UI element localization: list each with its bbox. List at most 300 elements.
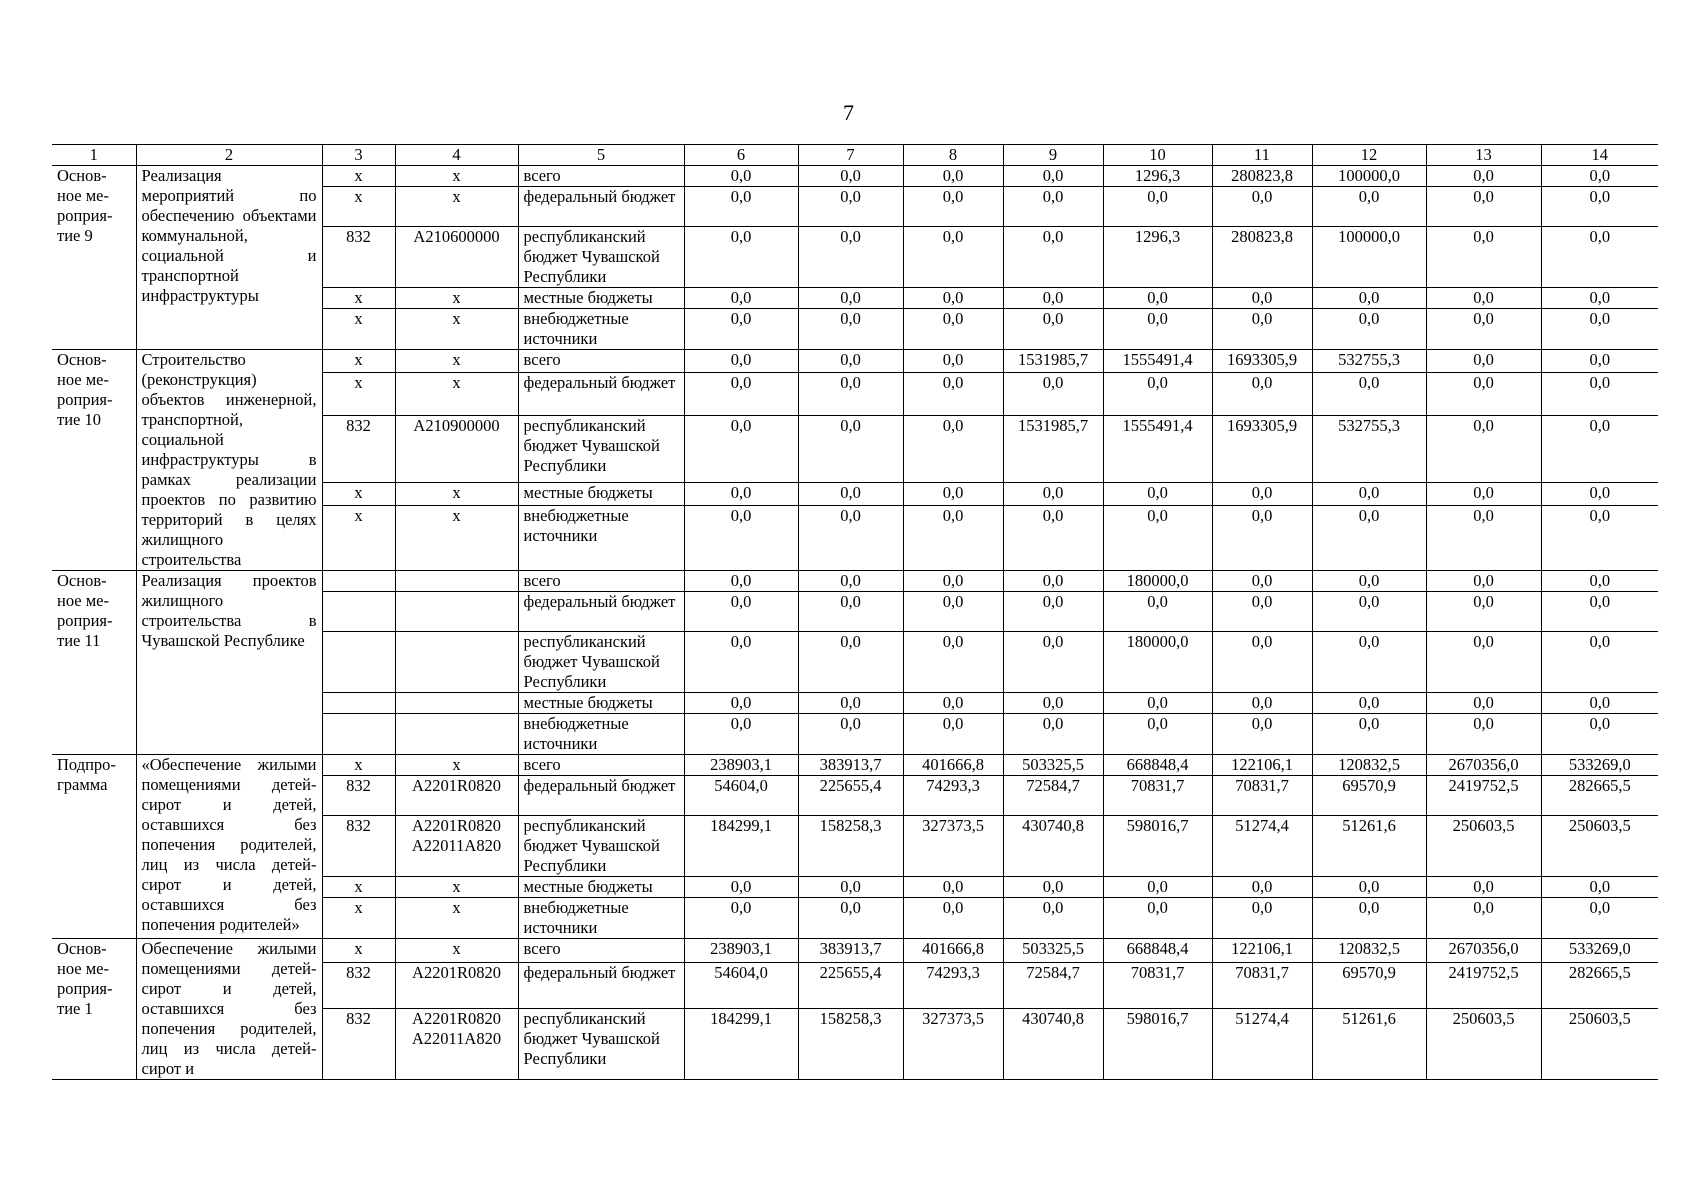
funding-source: федеральный бюджет xyxy=(518,776,684,816)
amount-cell: 0,0 xyxy=(798,693,903,714)
amount-cell: 0,0 xyxy=(1426,350,1541,373)
amount-cell: 72584,7 xyxy=(1003,776,1103,816)
budget-classification-code: А2201R0820 А22011А820 xyxy=(395,816,518,877)
amount-cell: 0,0 xyxy=(1212,372,1312,416)
amount-cell: 0,0 xyxy=(1426,571,1541,592)
budget-classification-code: x xyxy=(395,877,518,898)
amount-cell: 0,0 xyxy=(684,288,798,309)
amount-cell: 0,0 xyxy=(1212,693,1312,714)
budget-classification-code xyxy=(395,693,518,714)
amount-cell: 0,0 xyxy=(903,714,1003,755)
administrator-code: x xyxy=(322,187,395,227)
funding-source: республиканский бюджет Чувашской Республики xyxy=(518,632,684,693)
amount-cell: 0,0 xyxy=(1426,372,1541,416)
amount-cell: 1531985,7 xyxy=(1003,350,1103,373)
funding-source: федеральный бюджет xyxy=(518,187,684,227)
amount-cell: 51274,4 xyxy=(1212,1009,1312,1080)
amount-cell: 532755,3 xyxy=(1312,416,1426,482)
measure-label: Основ-ное ме-роприя-тие 9 xyxy=(52,166,136,350)
amount-cell: 0,0 xyxy=(684,505,798,570)
amount-cell: 0,0 xyxy=(1103,288,1212,309)
amount-cell: 0,0 xyxy=(798,166,903,187)
amount-cell: 0,0 xyxy=(903,372,1003,416)
amount-cell: 0,0 xyxy=(903,877,1003,898)
amount-cell: 225655,4 xyxy=(798,963,903,1009)
amount-cell: 0,0 xyxy=(1541,372,1658,416)
amount-cell: 120832,5 xyxy=(1312,939,1426,963)
funding-source: внебюджетные источники xyxy=(518,505,684,570)
amount-cell: 0,0 xyxy=(798,372,903,416)
administrator-code xyxy=(322,632,395,693)
amount-cell: 0,0 xyxy=(798,632,903,693)
administrator-code: x xyxy=(322,898,395,939)
amount-cell: 2419752,5 xyxy=(1426,776,1541,816)
amount-cell: 0,0 xyxy=(903,482,1003,505)
amount-cell: 0,0 xyxy=(684,227,798,288)
amount-cell: 54604,0 xyxy=(684,963,798,1009)
measure-description: Строительство (реконструкция) объектов инженерной, транспортной, социальной инфраструктуры в рамках реализации проектов по развитию территорий в целях жилищного строительства xyxy=(136,350,322,571)
amount-cell: 0,0 xyxy=(1212,592,1312,632)
administrator-code: x xyxy=(322,505,395,570)
amount-cell: 0,0 xyxy=(798,187,903,227)
amount-cell: 0,0 xyxy=(1003,693,1103,714)
amount-cell: 0,0 xyxy=(1426,309,1541,350)
funding-source: внебюджетные источники xyxy=(518,714,684,755)
amount-cell: 180000,0 xyxy=(1103,632,1212,693)
amount-cell: 0,0 xyxy=(1426,592,1541,632)
amount-cell: 0,0 xyxy=(1312,187,1426,227)
measure-label: Подпро-грамма xyxy=(52,755,136,939)
amount-cell: 0,0 xyxy=(903,592,1003,632)
table-body xyxy=(52,145,1658,1080)
amount-cell: 51261,6 xyxy=(1312,1009,1426,1080)
measure-description: Реализация мероприятий по обеспечению объектами коммунальной, социальной и транспортной инфраструктуры xyxy=(136,166,322,350)
budget-classification-code xyxy=(395,714,518,755)
amount-cell: 158258,3 xyxy=(798,816,903,877)
amount-cell: 0,0 xyxy=(1312,632,1426,693)
table-row xyxy=(52,755,1658,776)
funding-source: внебюджетные источники xyxy=(518,309,684,350)
amount-cell: 0,0 xyxy=(1212,505,1312,570)
administrator-code: 832 xyxy=(322,963,395,1009)
amount-cell: 120832,5 xyxy=(1312,755,1426,776)
amount-cell: 0,0 xyxy=(1312,592,1426,632)
amount-cell: 0,0 xyxy=(1312,571,1426,592)
amount-cell: 0,0 xyxy=(1103,877,1212,898)
amount-cell: 0,0 xyxy=(1312,877,1426,898)
amount-cell: 0,0 xyxy=(1312,693,1426,714)
administrator-code: 832 xyxy=(322,1009,395,1080)
administrator-code xyxy=(322,571,395,592)
budget-classification-code: x xyxy=(395,166,518,187)
amount-cell: 1555491,4 xyxy=(1103,350,1212,373)
budget-classification-code: x xyxy=(395,187,518,227)
amount-cell: 401666,8 xyxy=(903,939,1003,963)
amount-cell: 0,0 xyxy=(903,227,1003,288)
funding-source: федеральный бюджет xyxy=(518,963,684,1009)
amount-cell: 51261,6 xyxy=(1312,816,1426,877)
amount-cell: 74293,3 xyxy=(903,963,1003,1009)
amount-cell: 0,0 xyxy=(798,505,903,570)
amount-cell: 0,0 xyxy=(1426,877,1541,898)
administrator-code: x xyxy=(322,350,395,373)
amount-cell: 0,0 xyxy=(798,571,903,592)
amount-cell: 0,0 xyxy=(684,309,798,350)
amount-cell: 180000,0 xyxy=(1103,571,1212,592)
funding-source: федеральный бюджет xyxy=(518,592,684,632)
amount-cell: 0,0 xyxy=(1003,482,1103,505)
amount-cell: 0,0 xyxy=(903,350,1003,373)
amount-cell: 0,0 xyxy=(1212,898,1312,939)
budget-classification-code: А210900000 xyxy=(395,416,518,482)
amount-cell: 70831,7 xyxy=(1103,776,1212,816)
amount-cell: 1693305,9 xyxy=(1212,350,1312,373)
amount-cell: 1296,3 xyxy=(1103,227,1212,288)
table-row xyxy=(52,939,1658,963)
amount-cell: 54604,0 xyxy=(684,776,798,816)
amount-cell: 0,0 xyxy=(684,350,798,373)
amount-cell: 280823,8 xyxy=(1212,166,1312,187)
funding-source: местные бюджеты xyxy=(518,482,684,505)
table-row xyxy=(52,571,1658,592)
amount-cell: 250603,5 xyxy=(1426,1009,1541,1080)
amount-cell: 238903,1 xyxy=(684,755,798,776)
amount-cell: 0,0 xyxy=(798,288,903,309)
funding-source: республиканский бюджет Чувашской Республики xyxy=(518,227,684,288)
amount-cell: 72584,7 xyxy=(1003,963,1103,1009)
header-cell: 9 xyxy=(1003,145,1103,166)
amount-cell: 0,0 xyxy=(1103,714,1212,755)
amount-cell: 0,0 xyxy=(798,714,903,755)
amount-cell: 250603,5 xyxy=(1426,816,1541,877)
amount-cell: 0,0 xyxy=(1426,288,1541,309)
amount-cell: 122106,1 xyxy=(1212,939,1312,963)
amount-cell: 51274,4 xyxy=(1212,816,1312,877)
amount-cell: 668848,4 xyxy=(1103,755,1212,776)
administrator-code: x xyxy=(322,166,395,187)
table-row xyxy=(52,350,1658,373)
amount-cell: 0,0 xyxy=(1003,632,1103,693)
amount-cell: 122106,1 xyxy=(1212,755,1312,776)
amount-cell: 0,0 xyxy=(1541,632,1658,693)
amount-cell: 0,0 xyxy=(1003,505,1103,570)
amount-cell: 0,0 xyxy=(1312,372,1426,416)
amount-cell: 0,0 xyxy=(1312,714,1426,755)
amount-cell: 70831,7 xyxy=(1212,963,1312,1009)
amount-cell: 100000,0 xyxy=(1312,227,1426,288)
amount-cell: 0,0 xyxy=(1426,166,1541,187)
amount-cell: 1296,3 xyxy=(1103,166,1212,187)
amount-cell: 0,0 xyxy=(1212,877,1312,898)
amount-cell: 0,0 xyxy=(1312,309,1426,350)
funding-source: местные бюджеты xyxy=(518,693,684,714)
funding-source: местные бюджеты xyxy=(518,877,684,898)
amount-cell: 0,0 xyxy=(1312,482,1426,505)
amount-cell: 0,0 xyxy=(1103,187,1212,227)
amount-cell: 533269,0 xyxy=(1541,939,1658,963)
amount-cell: 0,0 xyxy=(903,416,1003,482)
header-cell: 10 xyxy=(1103,145,1212,166)
amount-cell: 0,0 xyxy=(1426,227,1541,288)
amount-cell: 0,0 xyxy=(684,166,798,187)
amount-cell: 0,0 xyxy=(1212,288,1312,309)
funding-source: всего xyxy=(518,350,684,373)
budget-classification-code: x xyxy=(395,898,518,939)
budget-classification-code: А2201R0820 xyxy=(395,963,518,1009)
header-cell: 13 xyxy=(1426,145,1541,166)
amount-cell: 0,0 xyxy=(798,877,903,898)
amount-cell: 533269,0 xyxy=(1541,755,1658,776)
funding-source: республиканский бюджет Чувашской Республики xyxy=(518,1009,684,1080)
amount-cell: 668848,4 xyxy=(1103,939,1212,963)
amount-cell: 238903,1 xyxy=(684,939,798,963)
amount-cell: 2670356,0 xyxy=(1426,939,1541,963)
amount-cell: 0,0 xyxy=(1541,877,1658,898)
amount-cell: 0,0 xyxy=(1103,693,1212,714)
amount-cell: 0,0 xyxy=(1541,309,1658,350)
amount-cell: 0,0 xyxy=(798,227,903,288)
amount-cell: 0,0 xyxy=(1003,571,1103,592)
amount-cell: 0,0 xyxy=(1003,592,1103,632)
amount-cell: 0,0 xyxy=(1003,877,1103,898)
budget-classification-code xyxy=(395,592,518,632)
budget-classification-code: x xyxy=(395,372,518,416)
amount-cell: 0,0 xyxy=(1103,309,1212,350)
amount-cell: 327373,5 xyxy=(903,1009,1003,1080)
amount-cell: 503325,5 xyxy=(1003,939,1103,963)
administrator-code: x xyxy=(322,309,395,350)
funding-source: всего xyxy=(518,166,684,187)
amount-cell: 0,0 xyxy=(903,898,1003,939)
amount-cell: 2419752,5 xyxy=(1426,963,1541,1009)
amount-cell: 0,0 xyxy=(1003,227,1103,288)
administrator-code: x xyxy=(322,939,395,963)
amount-cell: 401666,8 xyxy=(903,755,1003,776)
header-cell: 11 xyxy=(1212,145,1312,166)
measure-label: Основ-ное ме-роприя-тие 1 xyxy=(52,939,136,1080)
amount-cell: 0,0 xyxy=(1212,482,1312,505)
amount-cell: 70831,7 xyxy=(1103,963,1212,1009)
amount-cell: 532755,3 xyxy=(1312,350,1426,373)
amount-cell: 0,0 xyxy=(1426,898,1541,939)
amount-cell: 0,0 xyxy=(1541,166,1658,187)
amount-cell: 0,0 xyxy=(1426,482,1541,505)
amount-cell: 184299,1 xyxy=(684,816,798,877)
header-cell: 4 xyxy=(395,145,518,166)
amount-cell: 0,0 xyxy=(903,571,1003,592)
amount-cell: 0,0 xyxy=(1103,898,1212,939)
funding-source: всего xyxy=(518,755,684,776)
administrator-code xyxy=(322,714,395,755)
amount-cell: 69570,9 xyxy=(1312,963,1426,1009)
administrator-code: x xyxy=(322,372,395,416)
amount-cell: 0,0 xyxy=(1003,372,1103,416)
amount-cell: 282665,5 xyxy=(1541,963,1658,1009)
amount-cell: 0,0 xyxy=(1541,187,1658,227)
header-cell: 12 xyxy=(1312,145,1426,166)
amount-cell: 0,0 xyxy=(684,187,798,227)
amount-cell: 250603,5 xyxy=(1541,1009,1658,1080)
amount-cell: 0,0 xyxy=(1541,898,1658,939)
amount-cell: 1531985,7 xyxy=(1003,416,1103,482)
amount-cell: 430740,8 xyxy=(1003,1009,1103,1080)
amount-cell: 0,0 xyxy=(1541,350,1658,373)
amount-cell: 0,0 xyxy=(903,166,1003,187)
amount-cell: 430740,8 xyxy=(1003,816,1103,877)
amount-cell: 0,0 xyxy=(1541,592,1658,632)
funding-source: внебюджетные источники xyxy=(518,898,684,939)
administrator-code: 832 xyxy=(322,816,395,877)
amount-cell: 0,0 xyxy=(903,693,1003,714)
table-row xyxy=(52,166,1658,187)
budget-classification-code: x xyxy=(395,505,518,570)
amount-cell: 0,0 xyxy=(1212,187,1312,227)
measure-description: Реализация проектов жилищного строительства в Чувашской Республике xyxy=(136,571,322,755)
amount-cell: 184299,1 xyxy=(684,1009,798,1080)
budget-classification-code xyxy=(395,632,518,693)
amount-cell: 0,0 xyxy=(1003,898,1103,939)
funding-source: местные бюджеты xyxy=(518,288,684,309)
amount-cell: 0,0 xyxy=(1426,505,1541,570)
funding-source: федеральный бюджет xyxy=(518,372,684,416)
header-cell: 1 xyxy=(52,145,136,166)
amount-cell: 0,0 xyxy=(684,416,798,482)
header-cell: 14 xyxy=(1541,145,1658,166)
budget-classification-code: x xyxy=(395,350,518,373)
funding-source: всего xyxy=(518,939,684,963)
amount-cell: 0,0 xyxy=(1003,166,1103,187)
amount-cell: 0,0 xyxy=(684,482,798,505)
administrator-code: x xyxy=(322,288,395,309)
amount-cell: 0,0 xyxy=(1212,714,1312,755)
amount-cell: 0,0 xyxy=(1312,505,1426,570)
amount-cell: 0,0 xyxy=(1003,309,1103,350)
amount-cell: 0,0 xyxy=(1103,592,1212,632)
amount-cell: 225655,4 xyxy=(798,776,903,816)
amount-cell: 0,0 xyxy=(1541,505,1658,570)
amount-cell: 0,0 xyxy=(1541,227,1658,288)
amount-cell: 69570,9 xyxy=(1312,776,1426,816)
amount-cell: 0,0 xyxy=(903,288,1003,309)
amount-cell: 250603,5 xyxy=(1541,816,1658,877)
amount-cell: 0,0 xyxy=(1426,632,1541,693)
administrator-code: 832 xyxy=(322,416,395,482)
administrator-code: x xyxy=(322,755,395,776)
amount-cell: 0,0 xyxy=(1212,632,1312,693)
amount-cell: 0,0 xyxy=(684,372,798,416)
amount-cell: 0,0 xyxy=(1426,693,1541,714)
amount-cell: 0,0 xyxy=(903,187,1003,227)
amount-cell: 100000,0 xyxy=(1312,166,1426,187)
amount-cell: 383913,7 xyxy=(798,755,903,776)
amount-cell: 0,0 xyxy=(798,592,903,632)
amount-cell: 158258,3 xyxy=(798,1009,903,1080)
header-cell: 8 xyxy=(903,145,1003,166)
budget-classification-code: А2201R0820 А22011А820 xyxy=(395,1009,518,1080)
administrator-code xyxy=(322,592,395,632)
header-cell: 3 xyxy=(322,145,395,166)
administrator-code: x xyxy=(322,482,395,505)
header-cell: 5 xyxy=(518,145,684,166)
amount-cell: 0,0 xyxy=(1003,187,1103,227)
amount-cell: 0,0 xyxy=(903,632,1003,693)
measure-label: Основ-ное ме-роприя-тие 10 xyxy=(52,350,136,571)
budget-classification-code: x xyxy=(395,939,518,963)
amount-cell: 0,0 xyxy=(1541,571,1658,592)
amount-cell: 0,0 xyxy=(798,416,903,482)
amount-cell: 0,0 xyxy=(798,482,903,505)
amount-cell: 0,0 xyxy=(1103,505,1212,570)
administrator-code xyxy=(322,693,395,714)
amount-cell: 0,0 xyxy=(1426,187,1541,227)
amount-cell: 0,0 xyxy=(684,571,798,592)
amount-cell: 598016,7 xyxy=(1103,816,1212,877)
amount-cell: 0,0 xyxy=(1103,372,1212,416)
budget-classification-code: А2201R0820 xyxy=(395,776,518,816)
amount-cell: 0,0 xyxy=(798,898,903,939)
budget-classification-code: x xyxy=(395,482,518,505)
amount-cell: 0,0 xyxy=(1541,714,1658,755)
header-row xyxy=(52,145,1658,166)
measure-description: «Обеспечение жилыми помещениями детей-сирот и детей, оставшихся без попечения родителей, лиц из числа детей-сирот и детей, оставшихся без попечения родителей» xyxy=(136,755,322,939)
amount-cell: 0,0 xyxy=(684,632,798,693)
amount-cell: 0,0 xyxy=(1003,714,1103,755)
amount-cell: 327373,5 xyxy=(903,816,1003,877)
amount-cell: 0,0 xyxy=(684,693,798,714)
amount-cell: 598016,7 xyxy=(1103,1009,1212,1080)
administrator-code: 832 xyxy=(322,776,395,816)
amount-cell: 0,0 xyxy=(903,505,1003,570)
budget-classification-code: А210600000 xyxy=(395,227,518,288)
budget-classification-code xyxy=(395,571,518,592)
funding-source: республиканский бюджет Чувашской Республики xyxy=(518,816,684,877)
amount-cell: 0,0 xyxy=(1426,416,1541,482)
amount-cell: 74293,3 xyxy=(903,776,1003,816)
amount-cell: 0,0 xyxy=(1003,288,1103,309)
budget-table xyxy=(52,144,1658,1080)
amount-cell: 0,0 xyxy=(903,309,1003,350)
administrator-code: x xyxy=(322,877,395,898)
funding-source: республиканский бюджет Чувашской Республики xyxy=(518,416,684,482)
amount-cell: 0,0 xyxy=(1212,309,1312,350)
amount-cell: 503325,5 xyxy=(1003,755,1103,776)
funding-source: всего xyxy=(518,571,684,592)
budget-classification-code: x xyxy=(395,288,518,309)
amount-cell: 0,0 xyxy=(684,877,798,898)
amount-cell: 282665,5 xyxy=(1541,776,1658,816)
measure-description: Обеспечение жилыми помещениями детей-сирот и детей, оставшихся без попечения родителей, лиц из числа детей-сирот и xyxy=(136,939,322,1080)
amount-cell: 0,0 xyxy=(1541,693,1658,714)
amount-cell: 0,0 xyxy=(1312,898,1426,939)
amount-cell: 0,0 xyxy=(684,714,798,755)
amount-cell: 0,0 xyxy=(1312,288,1426,309)
amount-cell: 0,0 xyxy=(798,350,903,373)
page-number: 7 xyxy=(843,100,854,125)
amount-cell: 0,0 xyxy=(1541,288,1658,309)
amount-cell: 0,0 xyxy=(684,898,798,939)
amount-cell: 0,0 xyxy=(1103,482,1212,505)
amount-cell: 0,0 xyxy=(1541,482,1658,505)
amount-cell: 0,0 xyxy=(1541,416,1658,482)
header-cell: 2 xyxy=(136,145,322,166)
amount-cell: 0,0 xyxy=(1426,714,1541,755)
amount-cell: 0,0 xyxy=(1212,571,1312,592)
amount-cell: 383913,7 xyxy=(798,939,903,963)
amount-cell: 0,0 xyxy=(798,309,903,350)
header-cell: 7 xyxy=(798,145,903,166)
amount-cell: 1693305,9 xyxy=(1212,416,1312,482)
amount-cell: 2670356,0 xyxy=(1426,755,1541,776)
